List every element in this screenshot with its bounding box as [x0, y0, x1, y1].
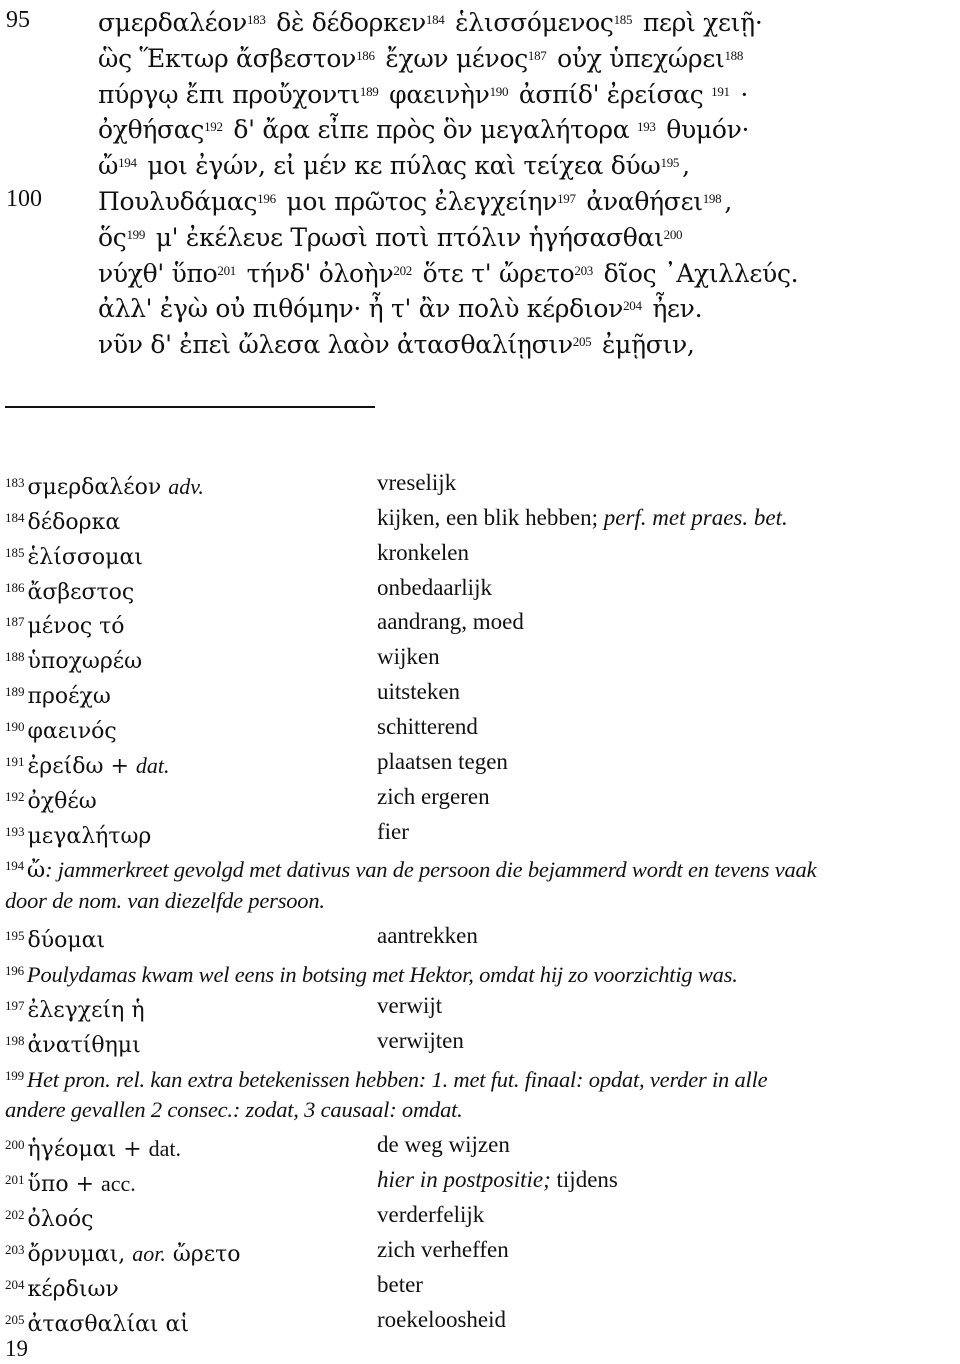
- footnote-gloss: [377, 570, 492, 605]
- italic-text: adv.: [168, 474, 204, 499]
- footnote-number: 204: [5, 1276, 25, 1292]
- roman-text: de weg wijzen: [377, 1132, 510, 1158]
- greek-text: ἀτασθαλίαι αἱ: [27, 1311, 190, 1337]
- footnote: [5, 604, 960, 639]
- greek-text: μοι ἐγών, εἰ μέν κε πύλας καὶ τείχεα δύω: [139, 151, 661, 181]
- greek-text: δ' ἄρα εἶπε πρὸς ὃν μεγαλήτορα: [225, 115, 637, 145]
- footnote: [5, 465, 960, 500]
- greek-text: ὑποχωρέω: [27, 649, 143, 675]
- verse-text: [98, 109, 749, 148]
- verse-line: [0, 324, 960, 360]
- footnote-number: 187: [5, 614, 25, 630]
- italic-text: dat.: [135, 752, 170, 778]
- footnote-ref: 190: [489, 83, 509, 99]
- footnote-number: 205: [5, 1311, 25, 1327]
- footnote-number: 202: [5, 1207, 25, 1223]
- footnote: [5, 1267, 960, 1302]
- greek-text: ὤ: [26, 857, 46, 884]
- footnote: [5, 1127, 960, 1162]
- line-number: 95: [6, 7, 30, 33]
- verse-text: [98, 38, 746, 77]
- greek-text: τήνδ' ὀλοὴν: [239, 258, 394, 288]
- verse-line: [0, 253, 960, 289]
- footnote-gloss: [377, 779, 490, 814]
- footnote-gloss: [377, 535, 469, 570]
- greek-text: ὕπο +: [27, 1172, 101, 1198]
- greek-text: ἀλλ' ἐγὼ οὐ πιθόμην· ἦ τ' ἂν πολὺ κέρδιον: [98, 294, 624, 324]
- footnote-continuation: [5, 1092, 960, 1127]
- footnote-number: 184: [5, 509, 25, 525]
- footnote-gloss: [377, 1267, 423, 1302]
- footnote-text: [5, 883, 325, 918]
- verse-text: [98, 288, 702, 327]
- page-number: 19: [5, 1336, 28, 1361]
- footnote-ref: 184: [425, 12, 445, 27]
- footnote: [5, 1197, 960, 1232]
- footnote: [5, 1162, 960, 1197]
- footnote-term: [5, 1302, 189, 1342]
- greek-text: μοι πρῶτος ἐλεγχείην: [278, 187, 558, 216]
- greek-text: δέδορκα: [27, 509, 121, 535]
- greek-text: ἐλεγχείη ἡ: [27, 997, 145, 1023]
- footnote-gloss: [377, 1127, 510, 1162]
- greek-text: ἀσπίδ' ἐρείσας: [511, 79, 712, 109]
- footnote-ref: 199: [126, 226, 146, 242]
- footnote-ref: 205: [572, 334, 592, 350]
- footnote-gloss: [377, 1162, 618, 1197]
- line-number: 100: [6, 186, 42, 212]
- footnote-ref: 202: [393, 262, 412, 278]
- footnote-number: 199: [5, 1067, 24, 1083]
- footnote-gloss: [377, 744, 508, 779]
- footnote-number: 191: [5, 753, 25, 769]
- footnote-ref: 195: [660, 155, 680, 171]
- verse-text: [98, 217, 685, 256]
- footnote-ref: 196: [257, 191, 276, 206]
- roman-text: onbedaarlijk: [377, 574, 492, 600]
- greek-text: ἦεν.: [644, 294, 703, 324]
- roman-text: plaatsen tegen: [377, 748, 508, 774]
- footnote-ref: 197: [557, 191, 576, 206]
- italic-text: andere gevallen 2 consec.: zodat, 3 causaal: omdat.: [5, 1097, 463, 1123]
- verse-text: [98, 2, 762, 41]
- footnote-ref: 188: [724, 47, 744, 63]
- greek-text: δύομαι: [27, 928, 106, 954]
- footnote: [5, 570, 960, 605]
- roman-text: acc.: [101, 1171, 136, 1197]
- footnote-ref: 186: [356, 47, 375, 63]
- roman-text: verwijten: [377, 1027, 464, 1053]
- footnote-gloss: [377, 639, 440, 674]
- footnote-number: 194: [5, 858, 24, 874]
- verse-line: [0, 38, 960, 74]
- roman-text: uitsteken: [377, 679, 461, 705]
- footnote-text: [5, 1092, 463, 1127]
- greek-text: κέρδιων: [27, 1276, 119, 1302]
- greek-text: σμερδαλέον: [98, 8, 247, 37]
- greek-text: φαεινὴν: [381, 79, 490, 109]
- italic-text: Het pron. rel. kan extra betekenissen hebben: 1. met fut. finaal: opdat, verder in alle: [26, 1066, 768, 1092]
- greek-text: ἀνατίθημι: [27, 1032, 141, 1058]
- greek-text: ἄσβεστος: [27, 579, 135, 605]
- italic-text: : jammerkreet gevolgd met dativus van de persoon die bejammerd wordt en tevens vaak: [45, 857, 817, 883]
- greek-text: ὀχθήσας: [98, 115, 205, 145]
- footnote-ref: 193: [637, 119, 656, 135]
- greek-text: ὣς Ἕκτωρ ἄσβεστον: [98, 43, 357, 73]
- footnote-number: 197: [5, 997, 25, 1013]
- footnote-ref: 185: [613, 12, 633, 27]
- greek-text: οὐχ ὑπεχώρει: [549, 43, 725, 73]
- footnote-number: 185: [5, 544, 25, 560]
- verse-line: [0, 217, 960, 253]
- footnote-ref: 201: [217, 262, 237, 278]
- greek-text: ἑλίσσομαι: [27, 544, 143, 570]
- greek-text: δῖος ᾽Αχιλλεύς.: [596, 258, 799, 288]
- verse-text: [98, 181, 732, 220]
- footnote-gloss: [377, 604, 524, 639]
- footnote-ref: 191: [711, 83, 730, 99]
- footnote: [5, 535, 960, 570]
- footnote-gloss: [377, 814, 409, 849]
- greek-text: ὀλοός: [27, 1207, 94, 1233]
- verse-line: [0, 74, 960, 110]
- footnote: [5, 988, 960, 1023]
- verse-text: [98, 145, 690, 184]
- greek-text: ἡγέομαι +: [27, 1137, 149, 1163]
- roman-text: kronkelen: [377, 539, 469, 565]
- footnote: [5, 1023, 960, 1058]
- footnote-gloss: [377, 988, 442, 1023]
- verse-line: [0, 288, 960, 324]
- footnote-gloss: [377, 500, 788, 535]
- footnote: [5, 814, 960, 849]
- footnote-number: 186: [5, 579, 25, 595]
- greek-text: ὅς: [98, 222, 127, 252]
- footnote: [5, 953, 960, 988]
- footnote-ref: 189: [359, 83, 379, 99]
- roman-text: wijken: [377, 644, 440, 670]
- greek-text: Πουλυδάμας: [98, 187, 258, 216]
- roman-text: zich verheffen: [377, 1236, 509, 1262]
- roman-text: kijken, een blik hebben;: [377, 504, 604, 530]
- footnote-number: 188: [5, 649, 25, 665]
- greek-text: ἔχων μένος: [377, 43, 528, 73]
- footnote-ref: 183: [246, 12, 266, 27]
- footnote-number: 196: [5, 963, 24, 979]
- footnote-ref: 192: [204, 119, 223, 135]
- roman-text: aantrekken: [377, 923, 478, 949]
- footnote: [5, 1232, 960, 1267]
- italic-text: door de nom. van diezelfde persoon.: [5, 888, 325, 914]
- footnote-gloss: [377, 709, 478, 744]
- roman-text: verderfelijk: [377, 1202, 485, 1228]
- verse-line: [0, 109, 960, 145]
- greek-text: ,: [724, 187, 732, 216]
- footnote: [5, 1302, 960, 1337]
- footnote: [5, 744, 960, 779]
- greek-text: νῦν δ' ἐπεὶ ὤλεσα λαὸν ἀτασθαλίῃσιν: [98, 330, 573, 360]
- greek-text: ὤρετο: [165, 1241, 241, 1267]
- verse-text: [98, 74, 748, 113]
- footnote: [5, 709, 960, 744]
- roman-text: aandrang, moed: [377, 609, 524, 635]
- footnote-ref: 200: [663, 226, 683, 242]
- footnote-number: 193: [5, 823, 25, 839]
- footnote: [5, 779, 960, 814]
- greek-text: νύχθ' ὕπο: [98, 258, 218, 288]
- greek-text: ὅτε τ' ὤρετο: [414, 258, 575, 288]
- italic-text: aor.: [132, 1240, 166, 1266]
- footnote-number: 203: [5, 1241, 25, 1257]
- footnote-number: 183: [5, 475, 25, 490]
- footnote: [5, 674, 960, 709]
- verse-text: [98, 253, 798, 292]
- roman-text: fier: [377, 818, 409, 844]
- footnote-ref: 203: [574, 262, 593, 278]
- footnote-number: 195: [5, 928, 25, 944]
- verse-line: [0, 145, 960, 181]
- greek-text: πύργῳ ἔπι προὔχοντι: [98, 79, 360, 109]
- footnote-text: [5, 953, 738, 992]
- footnote-number: 189: [5, 684, 25, 700]
- greek-text: ἀναθήσει: [578, 187, 703, 216]
- footnote-separator: [5, 406, 375, 408]
- footnote: [5, 639, 960, 674]
- roman-text: dat.: [148, 1136, 182, 1162]
- greek-text: ἐρείδω +: [27, 753, 136, 779]
- footnote-gloss: [377, 465, 456, 500]
- italic-text: perf. met praes. bet.: [603, 504, 788, 530]
- italic-text: Poulydamas kwam wel eens in botsing met Hektor, omdat hij zo voorzichtig was.: [26, 962, 738, 988]
- greek-text: μένος τό: [27, 614, 125, 640]
- footnote: [5, 918, 960, 953]
- roman-text: verwijt: [377, 992, 443, 1018]
- verse-line: [0, 2, 960, 38]
- footnote-ref: 198: [702, 191, 722, 206]
- footnote-gloss: [377, 918, 478, 953]
- roman-text: tijdens: [550, 1167, 618, 1193]
- roman-text: beter: [377, 1271, 423, 1297]
- greek-text: περὶ χειῇ·: [635, 8, 763, 37]
- footnote-text: [5, 1058, 767, 1097]
- roman-text: schitterend: [377, 714, 478, 740]
- verse-line: [0, 181, 960, 217]
- greek-text: ,: [682, 151, 690, 181]
- greek-text: ὤ: [98, 151, 119, 181]
- footnote-ref: 204: [623, 298, 642, 314]
- greek-text: προέχω: [27, 684, 111, 710]
- footnote-ref: 194: [118, 155, 137, 171]
- greek-text: μ' ἐκέλευε Τρωσὶ ποτὶ πτόλιν ἡγήσασθαι: [148, 222, 664, 252]
- verse-text: [98, 324, 695, 363]
- greek-text: φαεινός: [27, 719, 117, 745]
- italic-text: hier in postpositie;: [377, 1167, 551, 1193]
- greek-text: θυμόν·: [658, 115, 750, 145]
- roman-text: zich ergeren: [377, 783, 490, 809]
- roman-text: vreselijk: [377, 470, 457, 495]
- greek-text: ὄρνυμαι,: [27, 1241, 133, 1267]
- greek-text: δὲ δέδορκεν: [268, 8, 426, 37]
- footnote-gloss: [377, 1197, 484, 1232]
- footnote-gloss: [377, 674, 460, 709]
- footnote-number: 192: [5, 788, 25, 804]
- footnote-gloss: [377, 1302, 506, 1337]
- greek-text: μεγαλήτωρ: [27, 823, 152, 849]
- roman-text: roekeloosheid: [377, 1306, 507, 1332]
- footnote: [5, 848, 960, 883]
- greek-text: ἑλισσόμενος: [447, 8, 614, 37]
- footnote-gloss: [377, 1232, 509, 1267]
- footnote-number: 198: [5, 1032, 25, 1048]
- greek-text: ὀχθέω: [27, 788, 97, 814]
- footnote-number: 200: [5, 1137, 25, 1153]
- footnote: [5, 1058, 960, 1093]
- greek-text: ἐμῇσιν,: [594, 330, 695, 360]
- greek-text: σμερδαλέον: [27, 475, 169, 500]
- footnote-gloss: [377, 1023, 464, 1058]
- footnote-number: 190: [5, 719, 25, 735]
- footnote: [5, 500, 960, 535]
- greek-text: ·: [732, 79, 749, 109]
- footnote-ref: 187: [527, 47, 547, 63]
- footnote-number: 201: [5, 1172, 25, 1188]
- footnote-continuation: [5, 883, 960, 918]
